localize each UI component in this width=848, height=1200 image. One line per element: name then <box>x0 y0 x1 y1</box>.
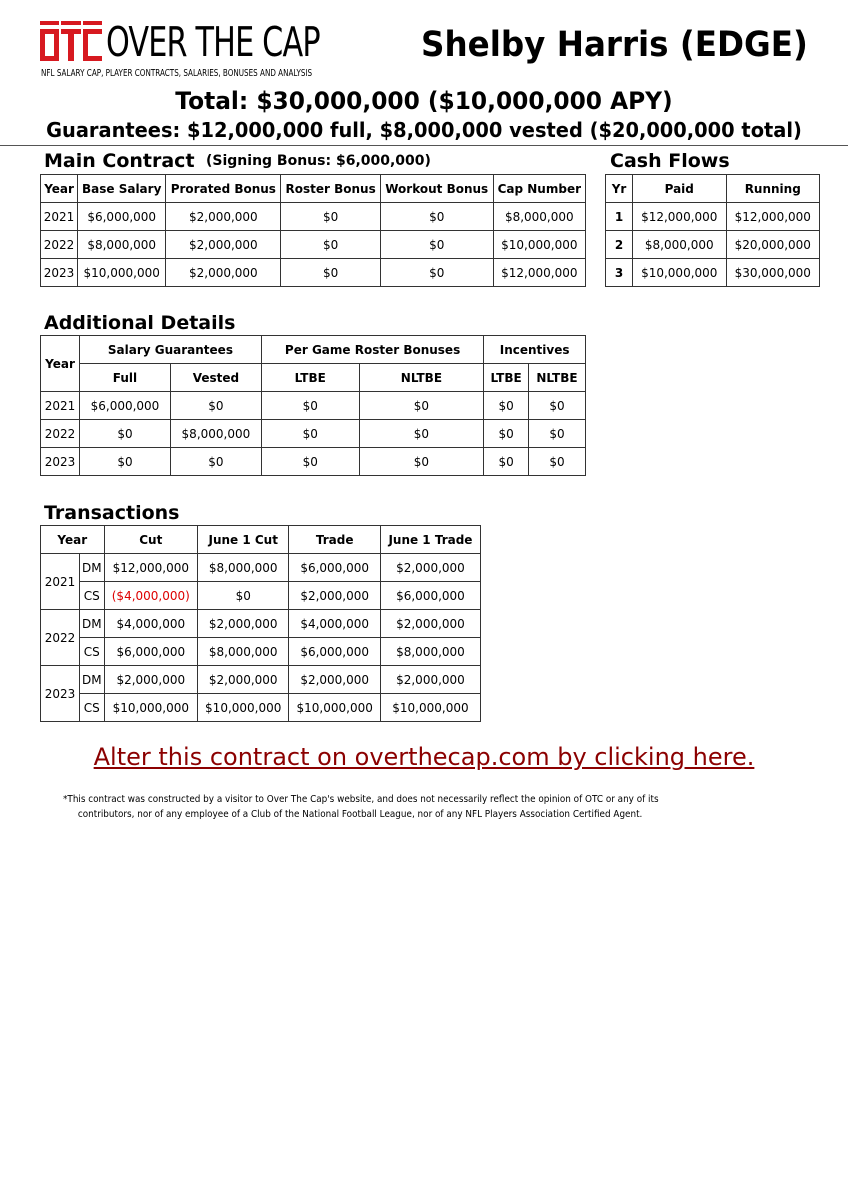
table-row <box>41 448 586 476</box>
table-cell: $0 <box>359 392 484 420</box>
table-cell: $2,000,000 <box>166 231 281 259</box>
table-row <box>41 638 481 666</box>
table-cell: $10,000,000 <box>633 259 727 287</box>
table-row <box>41 694 481 722</box>
additional-details-heading: Additional Details <box>44 312 236 334</box>
table-cell: $0 <box>170 392 261 420</box>
table-cell: $0 <box>380 203 493 231</box>
col-header: Year <box>41 175 78 203</box>
table-cell: $20,000,000 <box>726 231 820 259</box>
table-cell: $10,000,000 <box>198 694 289 722</box>
table-row <box>41 582 481 610</box>
col-header: Prorated Bonus <box>166 175 281 203</box>
table-cell: $8,000,000 <box>198 554 289 582</box>
table-cell: $0 <box>80 420 171 448</box>
table-row <box>606 203 820 231</box>
brand-name: OVER THE CAP <box>106 18 320 66</box>
total-summary: Total: $30,000,000 ($10,000,000 APY) <box>175 87 673 115</box>
table-cell: $6,000,000 <box>80 392 171 420</box>
col-header: LTBE <box>484 364 529 392</box>
main-contract-table <box>40 174 586 287</box>
col-header: Workout Bonus <box>380 175 493 203</box>
table-cell: $4,000,000 <box>289 610 380 638</box>
table-cell: $12,000,000 <box>726 203 820 231</box>
table-cell: $12,000,000 <box>633 203 727 231</box>
table-cell: $10,000,000 <box>380 694 480 722</box>
table-cell: 2022 <box>41 420 80 448</box>
group-header: Incentives <box>484 336 586 364</box>
table-cell: $2,000,000 <box>380 666 480 694</box>
cash-flows-heading: Cash Flows <box>610 150 730 172</box>
table-cell: $0 <box>261 420 359 448</box>
table-cell: $2,000,000 <box>380 610 480 638</box>
table-cell: $0 <box>380 259 493 287</box>
group-header: Per Game Roster Bonuses <box>261 336 483 364</box>
table-row <box>41 666 481 694</box>
table-header-row <box>41 175 586 203</box>
table-cell: $2,000,000 <box>289 666 380 694</box>
table-cell: $0 <box>484 420 529 448</box>
table-cell: 2021 <box>41 203 78 231</box>
col-header: June 1 Cut <box>198 526 289 554</box>
row-type-cell: DM <box>80 666 105 694</box>
table-cell: $12,000,000 <box>104 554 197 582</box>
table-cell: $0 <box>484 392 529 420</box>
table-cell: $4,000,000 <box>104 610 197 638</box>
header-divider <box>0 145 848 146</box>
col-header: Cut <box>104 526 197 554</box>
col-header: Trade <box>289 526 380 554</box>
table-cell: 2023 <box>41 448 80 476</box>
table-cell: $6,000,000 <box>380 582 480 610</box>
table-cell: $2,000,000 <box>166 203 281 231</box>
table-row <box>606 231 820 259</box>
page-title: Shelby Harris (EDGE) <box>421 25 808 65</box>
col-header: NLTBE <box>359 364 484 392</box>
table-cell: $8,000,000 <box>380 638 480 666</box>
table-cell: $0 <box>198 582 289 610</box>
table-header-row <box>606 175 820 203</box>
alter-contract-link[interactable]: Alter this contract on overthecap.com by clicking here. <box>93 743 755 771</box>
table-cell: $0 <box>484 448 529 476</box>
brand-tagline: NFL SALARY CAP, PLAYER CONTRACTS, SALARIES, BONUSES AND ANALYSIS <box>41 68 313 79</box>
row-type-cell: CS <box>80 638 105 666</box>
table-cell: $2,000,000 <box>104 666 197 694</box>
col-header: Paid <box>633 175 727 203</box>
table-cell: $0 <box>380 231 493 259</box>
table-header-row <box>41 364 586 392</box>
row-type-cell: CS <box>80 694 105 722</box>
table-cell: $0 <box>170 448 261 476</box>
table-cell: $0 <box>261 448 359 476</box>
table-cell: $12,000,000 <box>493 259 585 287</box>
col-header: Year <box>41 526 105 554</box>
table-cell: $8,000,000 <box>170 420 261 448</box>
table-cell: $0 <box>281 259 380 287</box>
table-cell: $2,000,000 <box>289 582 380 610</box>
year-cell: 2021 <box>41 554 80 610</box>
otc-logo <box>40 21 102 61</box>
table-row <box>41 420 586 448</box>
main-contract-heading: Main Contract <box>44 150 195 172</box>
table-cell: $2,000,000 <box>198 666 289 694</box>
table-cell: $8,000,000 <box>198 638 289 666</box>
col-header: LTBE <box>261 364 359 392</box>
table-cell: $10,000,000 <box>493 231 585 259</box>
table-cell: $2,000,000 <box>198 610 289 638</box>
table-row <box>41 259 586 287</box>
table-cell: $2,000,000 <box>166 259 281 287</box>
table-cell: 1 <box>606 203 633 231</box>
group-header: Salary Guarantees <box>80 336 262 364</box>
table-cell: 3 <box>606 259 633 287</box>
table-cell: 2021 <box>41 392 80 420</box>
table-cell: $2,000,000 <box>380 554 480 582</box>
table-cell: $30,000,000 <box>726 259 820 287</box>
table-cell: $6,000,000 <box>104 638 197 666</box>
col-header: Yr <box>606 175 633 203</box>
table-cell: $0 <box>80 448 171 476</box>
col-header: Vested <box>170 364 261 392</box>
table-cell: $6,000,000 <box>289 554 380 582</box>
disclaimer-line-2: contributors, nor of any employee of a Club of the National Football League, nor of any NFL Players Association Certified Agent. <box>77 809 643 820</box>
additional-details-table <box>40 335 586 476</box>
disclaimer <box>63 792 783 822</box>
table-cell: $0 <box>528 392 585 420</box>
otc-logo-icon <box>40 21 102 61</box>
col-header: Cap Number <box>493 175 585 203</box>
table-cell: $10,000,000 <box>78 259 166 287</box>
table-header-row <box>41 526 481 554</box>
col-header: Year <box>41 336 80 392</box>
year-cell: 2022 <box>41 610 80 666</box>
table-cell: 2 <box>606 231 633 259</box>
table-cell: $0 <box>359 448 484 476</box>
col-header: NLTBE <box>528 364 585 392</box>
col-header: Base Salary <box>78 175 166 203</box>
col-header: Running <box>726 175 820 203</box>
col-header: Roster Bonus <box>281 175 380 203</box>
table-cell: $0 <box>359 420 484 448</box>
table-row <box>41 392 586 420</box>
table-cell: $8,000,000 <box>78 231 166 259</box>
table-row <box>41 203 586 231</box>
table-cell: $0 <box>528 448 585 476</box>
guarantees-summary: Guarantees: $12,000,000 full, $8,000,000 vested ($20,000,000 total) <box>46 118 802 142</box>
table-cell: $6,000,000 <box>78 203 166 231</box>
table-cell: $8,000,000 <box>493 203 585 231</box>
table-row <box>606 259 820 287</box>
table-cell: $0 <box>281 231 380 259</box>
transactions-heading: Transactions <box>44 502 180 524</box>
table-row <box>41 610 481 638</box>
disclaimer-line-1: *This contract was constructed by a visitor to Over The Cap's website, and does not necessarily reflect the opinion of OTC or any of its <box>63 794 659 805</box>
table-cell: $0 <box>281 203 380 231</box>
year-cell: 2023 <box>41 666 80 722</box>
table-cell: $10,000,000 <box>104 694 197 722</box>
table-cell: $0 <box>528 420 585 448</box>
cash-flows-table <box>605 174 820 287</box>
col-header: June 1 Trade <box>380 526 480 554</box>
table-cell: 2023 <box>41 259 78 287</box>
table-cell: 2022 <box>41 231 78 259</box>
col-header: Full <box>80 364 171 392</box>
table-cell: $6,000,000 <box>289 638 380 666</box>
row-type-cell: DM <box>80 610 105 638</box>
table-cell: $10,000,000 <box>289 694 380 722</box>
table-group-header-row <box>41 336 586 364</box>
row-type-cell: CS <box>80 582 105 610</box>
signing-bonus-label: (Signing Bonus: $6,000,000) <box>206 153 431 169</box>
table-cell: $0 <box>261 392 359 420</box>
table-cell-negative: ($4,000,000) <box>104 582 197 610</box>
row-type-cell: DM <box>80 554 105 582</box>
table-row <box>41 231 586 259</box>
transactions-table <box>40 525 481 722</box>
table-cell: $8,000,000 <box>633 231 727 259</box>
table-row <box>41 554 481 582</box>
